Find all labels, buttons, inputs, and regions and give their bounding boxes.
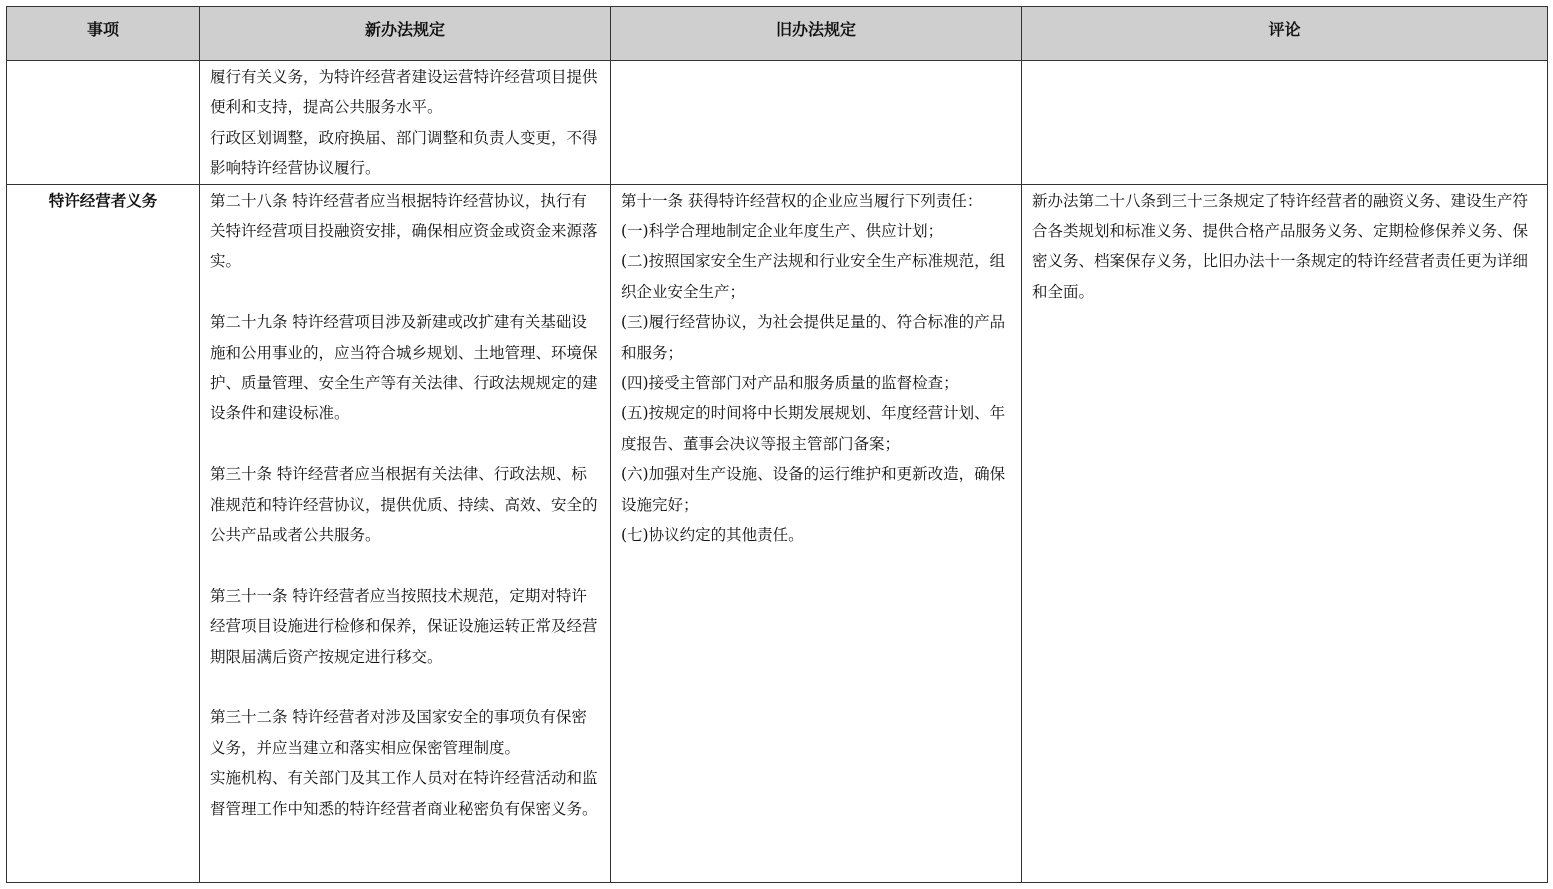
article-11: 第十一条 获得特许经营权的企业应当履行下列责任： — [621, 191, 983, 210]
header-row — [7, 7, 1548, 61]
article-29: 第二十九条 特许经营项目涉及新建或改扩建有关基础设施和公用事业的，应当符合城乡规划、土地管理、环境保护、质量管理、安全生产等有关法律、行政法规规定的建设条件和建设标准。 — [210, 313, 598, 423]
article-30: 第三十条 特许经营者应当根据有关法律、行政法规、标准规范和特许经营协议，提供优质、持续、高效、安全的公共产品或者公共服务。 — [210, 465, 598, 545]
table-row — [7, 61, 1548, 185]
article-11-item: (一)科学合理地制定企业年度生产、供应计划； — [621, 222, 944, 241]
article-32: 第三十二条 特许经营者对涉及国家安全的事项负有保密义务，并应当建立和落实相应保密管理制度。 — [210, 708, 587, 757]
new-rule-paragraph: 行政区划调整，政府换届、部门调整和负责人变更，不得影响特许经营协议履行。 — [210, 128, 598, 178]
comparison-table — [6, 6, 1548, 883]
comment-cell — [1022, 184, 1548, 882]
new-rule-paragraph: 履行有关义务，为特许经营者建设运营特许经营项目提供便利和支持，提高公共服务水平。 — [210, 68, 598, 117]
comment-text: 新办法第二十八条到三十三条规定了特许经营者的融资义务、建设生产符合各类规划和标准义务、提供合格产品服务义务、定期检修保养义务、保密义务、档案保存义务，比旧办法十一条规定的特许经营者责任更为详细和全面。 — [1032, 191, 1529, 301]
new-rule-cell — [200, 184, 611, 882]
header-old-rule: 旧办法规定 — [611, 7, 1022, 61]
table-row — [7, 184, 1548, 882]
matter-cell — [7, 61, 200, 185]
old-rule-cell — [611, 184, 1022, 882]
article-32-paragraph-2: 实施机构、有关部门及其工作人员对在特许经营活动和监督管理工作中知悉的特许经营者商业秘密负有保密义务。 — [210, 769, 598, 818]
new-rule-cell — [200, 61, 611, 185]
header-comment: 评论 — [1022, 7, 1548, 61]
header-new-rule: 新办法规定 — [200, 7, 611, 61]
article-11-item: (五)按规定的时间将中长期发展规划、年度经营计划、年度报告、董事会决议等报主管部门备案； — [621, 404, 1006, 453]
comment-cell — [1022, 61, 1548, 185]
article-11-item: (三)履行经营协议，为社会提供足量的、符合标准的产品和服务； — [621, 313, 1006, 362]
article-11-item: (七)协议约定的其他责任。 — [621, 526, 804, 545]
article-28: 第二十八条 特许经营者应当根据特许经营协议，执行有关特许经营项目投融资安排，确保相应资金或资金来源落实。 — [210, 191, 598, 271]
article-11-item: (六)加强对生产设施、设备的运行维护和更新改造，确保设施完好； — [621, 465, 1006, 514]
header-matter: 事项 — [7, 7, 200, 61]
old-rule-cell — [611, 61, 1022, 185]
article-11-item: (二)按照国家安全生产法规和行业安全生产标准规范，组织企业安全生产； — [621, 252, 1006, 301]
matter-cell: 特许经营者义务 — [7, 184, 200, 882]
article-31: 第三十一条 特许经营者应当按照技术规范，定期对特许经营项目设施进行检修和保养，保证设施运转正常及经营期限届满后资产按规定进行移交。 — [210, 586, 598, 666]
article-11-item: (四)接受主管部门对产品和服务质量的监督检查； — [621, 374, 959, 393]
